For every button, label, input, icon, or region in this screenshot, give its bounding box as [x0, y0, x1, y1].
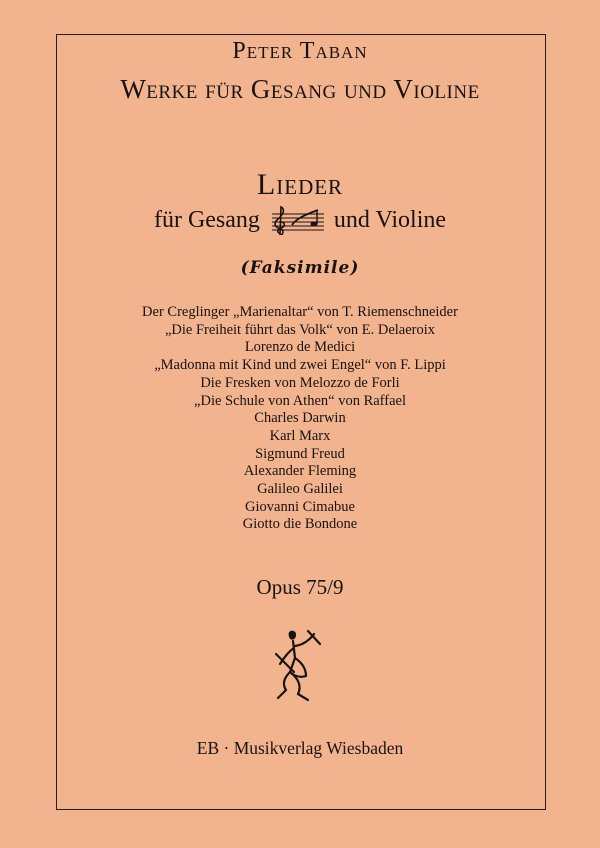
list-item: Sigmund Freud — [255, 445, 345, 462]
works-list — [0, 304, 600, 534]
list-item: „Die Schule von Athen“ von Raffael — [194, 392, 406, 409]
list-item: Giovanni Cimabue — [245, 498, 355, 515]
list-item: Karl Marx — [269, 427, 331, 444]
publisher-name: EB · Musikverlag Wiesbaden — [196, 738, 404, 758]
list-item: Alexander Fleming — [243, 463, 357, 480]
list-item: Lorenzo de Medici — [244, 339, 356, 356]
list-item: Galileo Galilei — [257, 481, 343, 498]
list-item: Giotto die Bondone — [242, 516, 358, 533]
violinist-figure-icon — [268, 628, 326, 706]
list-item: Charles Darwin — [254, 410, 346, 427]
opus-number: Opus 75/9 — [256, 575, 344, 599]
list-item: Der Creglinger „Marienaltar“ von T. Riemenschneider — [142, 304, 458, 320]
subtitle-prefix: für Gesang — [153, 206, 260, 233]
composer-name: Peter Taban — [232, 38, 368, 64]
treble-clef-staff-icon — [268, 205, 326, 235]
list-item: Die Fresken von Melozzo de Forli — [200, 374, 400, 391]
list-item: „Die Freiheit führt das Volk“ von E. Delaeroix — [164, 321, 436, 338]
series-title: Werke für Gesang und Violine — [120, 74, 480, 104]
list-item: „Madonna mit Kind und zwei Engel“ von F. Lippi — [154, 357, 446, 374]
subtitle — [0, 205, 600, 235]
page-title: Lieder — [256, 168, 344, 201]
subtitle-suffix: und Violine — [333, 206, 447, 233]
facsimile-label: (Faksimile) — [240, 258, 360, 278]
